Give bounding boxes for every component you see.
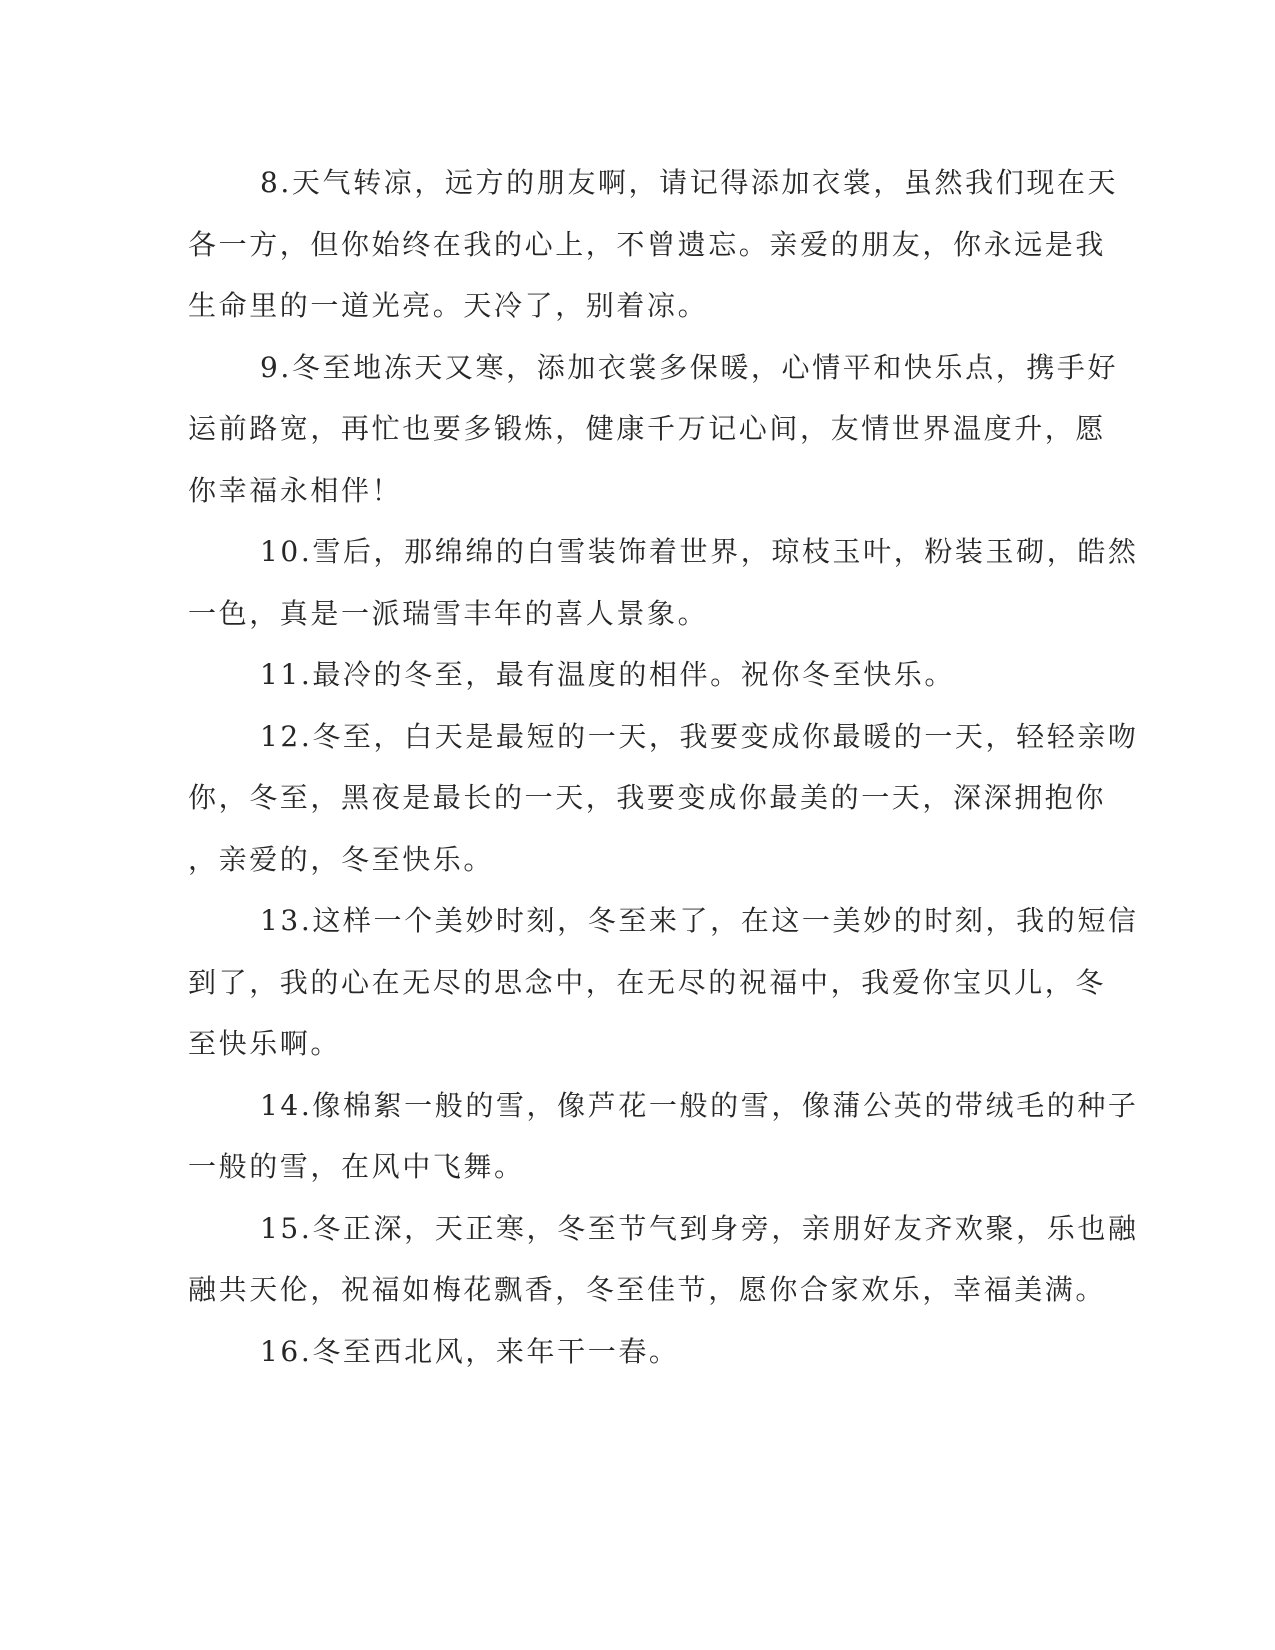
paragraph-14 [188, 1075, 1139, 1198]
paragraph-line: 你，冬至，黑夜是最长的一天，我要变成你最美的一天，深深拥抱你 [188, 781, 1107, 814]
paragraph-line: 一色，真是一派瑞雪丰年的喜人景象。 [188, 596, 709, 630]
paragraph-line: 10.雪后，那绵绵的白雪装饰着世界，琼枝玉叶，粉装玉砌，皓然 [260, 535, 1139, 568]
paragraph-line: ，亲爱的，冬至快乐。 [188, 842, 495, 876]
paragraph-line: 融共天伦，祝福如梅花飘香，冬至佳节，愿你合家欢乐，幸福美满。 [188, 1273, 1107, 1306]
paragraph-13 [188, 890, 1139, 1075]
paragraph-line: 到了，我的心在无尽的思念中，在无尽的祝福中，我爱你宝贝儿，冬 [188, 965, 1107, 999]
paragraph-line: 各一方，但你始终在我的心上，不曾遗忘。亲爱的朋友，你永远是我 [188, 227, 1107, 261]
paragraph-line: 生命里的一道光亮。天冷了，别着凉。 [188, 289, 709, 322]
paragraph-line: 13.这样一个美妙时刻，冬至来了，在这一美妙的时刻，我的短信 [260, 904, 1139, 937]
paragraph-line: 你幸福永相伴！ [188, 473, 403, 507]
paragraph-line: 8.天气转凉，远方的朋友啊，请记得添加衣裳，虽然我们现在天 [260, 166, 1119, 199]
paragraph-line: 14.像棉絮一般的雪，像芦花一般的雪，像蒲公英的带绒毛的种子 [260, 1088, 1139, 1122]
paragraph-15 [188, 1198, 1139, 1321]
paragraph-8 [188, 152, 1119, 337]
paragraph-line: 16.冬至西北风，来年干一春。 [260, 1334, 680, 1368]
document-body [188, 152, 1139, 1382]
paragraph-line: 一般的雪，在风中飞舞。 [188, 1150, 525, 1183]
paragraph-line: 15.冬正深，天正寒，冬至节气到身旁，亲朋好友齐欢聚，乐也融 [260, 1211, 1139, 1245]
paragraph-10 [188, 521, 1139, 644]
paragraph-line: 12.冬至，白天是最短的一天，我要变成你最暖的一天，轻轻亲吻 [260, 719, 1139, 753]
paragraph-line: 11.最冷的冬至，最有温度的相伴。祝你冬至快乐。 [260, 658, 955, 691]
paragraph-line: 至快乐啊。 [188, 1027, 342, 1060]
paragraph-9 [188, 337, 1119, 522]
paragraph-line: 运前路宽，再忙也要多锻炼，健康千万记心间，友情世界温度升，愿 [188, 412, 1107, 445]
paragraph-line: 9.冬至地冻天又寒，添加衣裳多保暖，心情平和快乐点，携手好 [260, 350, 1119, 384]
paragraph-11 [188, 644, 1070, 706]
paragraph-16 [188, 1321, 1070, 1383]
paragraph-12 [188, 706, 1139, 891]
